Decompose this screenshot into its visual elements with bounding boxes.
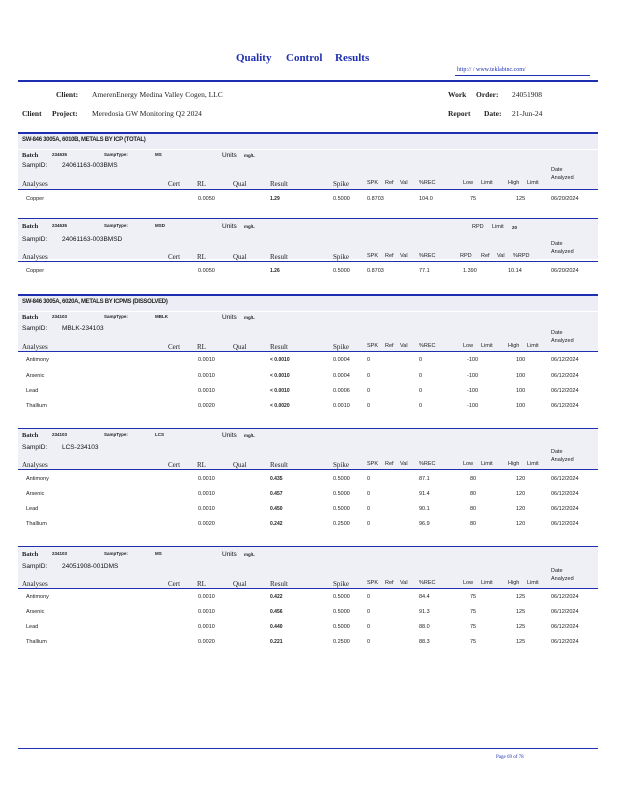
footer-rule	[18, 748, 598, 749]
row-rec: 88.0	[419, 624, 430, 630]
col-rl: RL	[197, 461, 206, 469]
row-date: 06/12/2024	[551, 388, 579, 394]
units-value: mg/L	[244, 224, 255, 229]
samptype-value: MSD	[155, 223, 165, 228]
page-number: Page 69 of 78	[496, 755, 524, 760]
row-rl: 0.0010	[198, 491, 215, 497]
col-high: High	[508, 580, 520, 586]
row-result: 1.26	[270, 268, 280, 274]
section-title: SW-846 3005A, 6010B, METALS BY ICP (TOTAL)	[22, 137, 146, 143]
batch-value: 234103	[52, 432, 68, 437]
row-date: 06/20/2024	[551, 196, 579, 202]
col-spike: Spike	[333, 580, 349, 588]
row-result: < 0.0010	[270, 373, 290, 379]
batch-value: 234103	[52, 551, 68, 556]
sampid-label: SampID:	[22, 563, 48, 570]
row-rl: 0.0010	[198, 594, 215, 600]
row-result: 0.422	[270, 594, 283, 600]
row-date: 06/12/2024	[551, 624, 579, 630]
col-qual: Qual	[233, 343, 247, 351]
row-rl: 0.0020	[198, 639, 215, 645]
col-qual: Qual	[233, 461, 247, 469]
row-high: 125	[516, 639, 526, 645]
row-date: 06/12/2024	[551, 357, 579, 363]
row-spike: 0.0004	[333, 373, 350, 379]
rpd-limit-value: 20	[512, 225, 518, 230]
col-date-label: Date	[551, 241, 563, 247]
batch-value: 234635	[52, 223, 68, 228]
row-rl: 0.0050	[198, 196, 215, 202]
column-header-rule	[18, 469, 598, 470]
sampid-label: SampID:	[22, 325, 48, 332]
col-ref: Ref	[385, 461, 394, 467]
col-spk: SPK	[367, 461, 379, 467]
row-analyte: Thallium	[26, 521, 47, 527]
row-rl: 0.0020	[198, 403, 215, 409]
col-ref: Ref	[385, 343, 394, 349]
sampid-label: SampID:	[22, 236, 48, 243]
samptype-value: MBLK	[155, 314, 168, 319]
sampid-value: 24061163-003BMS	[62, 162, 118, 169]
col-qual: Qual	[233, 253, 247, 261]
samptype-label: SampType:	[104, 314, 128, 319]
col-ref: Ref	[385, 580, 394, 586]
row-rl: 0.0010	[198, 506, 215, 512]
batch-label: Batch	[22, 432, 39, 439]
batch-label: Batch	[22, 152, 39, 159]
col-low-limit: Limit	[481, 461, 493, 467]
row-pct-rpd: 10.14	[508, 268, 522, 274]
col-val: Val	[400, 180, 408, 186]
row-high: 125	[516, 594, 526, 600]
row-low: 80	[470, 521, 477, 527]
row-spike: 0.5000	[333, 594, 350, 600]
col-val: Val	[400, 461, 408, 467]
units-label: Units	[222, 314, 237, 321]
row-result: 0.457	[270, 491, 283, 497]
row-analyte: Antimony	[26, 594, 49, 600]
row-date: 06/12/2024	[551, 594, 579, 600]
row-result: < 0.0010	[270, 357, 290, 363]
col-low: Low	[463, 580, 474, 586]
row-analyte: Lead	[26, 506, 39, 512]
col-low-limit: Limit	[481, 580, 493, 586]
row-rl: 0.0020	[198, 521, 215, 527]
report-title-word-2: Control	[286, 52, 323, 64]
units-label: Units	[222, 551, 237, 558]
sampid-value: LCS-234103	[62, 444, 99, 451]
row-spk-ref: 0	[367, 609, 371, 615]
row-low: -100	[467, 388, 479, 394]
sampid-label: SampID:	[22, 162, 48, 169]
row-high: 100	[516, 388, 526, 394]
client-value: AmerenEnergy Medina Valley Cogen, LLC	[92, 90, 223, 99]
report-date-label-1: Report	[448, 109, 471, 118]
col-rl: RL	[197, 343, 206, 351]
column-header-rule	[18, 189, 598, 190]
col-spk: SPK	[367, 580, 379, 586]
row-spike: 0.5000	[333, 268, 350, 274]
report-date-label-2: Date:	[484, 109, 502, 118]
row-analyte: Arsenic	[26, 609, 45, 615]
col-cert: Cert	[168, 180, 181, 188]
samptype-label: SampType:	[104, 551, 128, 556]
row-high: 120	[516, 506, 526, 512]
row-low: 80	[470, 476, 477, 482]
rpd-label: RPD	[472, 224, 484, 230]
rpd-limit-label: Limit	[492, 224, 504, 230]
units-value: mg/L	[244, 315, 255, 320]
row-analyte: Copper	[26, 268, 45, 274]
samptype-label: SampType:	[104, 432, 128, 437]
row-low: 75	[470, 624, 477, 630]
col-analyses: Analyses	[22, 253, 48, 261]
row-rl: 0.0010	[198, 373, 215, 379]
row-analyte: Antimony	[26, 476, 49, 482]
col-cert: Cert	[168, 580, 181, 588]
col-cert: Cert	[168, 253, 181, 261]
row-spk-ref: 0	[367, 491, 371, 497]
row-high: 100	[516, 403, 526, 409]
row-date: 06/12/2024	[551, 373, 579, 379]
row-date: 06/12/2024	[551, 506, 579, 512]
row-date: 06/20/2024	[551, 268, 579, 274]
col-date-label: Date	[551, 449, 563, 455]
units-value: mg/L	[244, 552, 255, 557]
row-rec: 77.1	[419, 268, 430, 274]
col-ref: Ref	[385, 180, 394, 186]
col-analyzed-label: Analyzed	[551, 576, 574, 582]
website-link-underline	[455, 75, 590, 76]
sampid-value: 24051908-001DMS	[62, 563, 119, 570]
row-result: 0.435	[270, 476, 283, 482]
col-rec: %REC	[419, 461, 436, 467]
client-label: Client:	[56, 90, 79, 99]
col-val: Val	[400, 343, 408, 349]
col-analyses: Analyses	[22, 343, 48, 351]
row-analyte: Arsenic	[26, 491, 45, 497]
row-spk-ref: 0	[367, 357, 371, 363]
col-analyses: Analyses	[22, 461, 48, 469]
col-cert: Cert	[168, 343, 181, 351]
col-analyzed-label: Analyzed	[551, 175, 574, 181]
client-project-label-2: Project:	[52, 109, 78, 118]
samptype-value: MS	[155, 551, 162, 556]
row-analyte: Arsenic	[26, 373, 45, 379]
row-date: 06/12/2024	[551, 491, 579, 497]
sampid-value: MBLK-234103	[62, 325, 104, 332]
report-date-value: 21-Jun-24	[512, 109, 543, 118]
row-rl: 0.0010	[198, 388, 215, 394]
col-rpd-val: Val	[497, 253, 505, 259]
col-analyses: Analyses	[22, 580, 48, 588]
col-low-limit: Limit	[481, 180, 493, 186]
col-result: Result	[270, 461, 288, 469]
row-result: 0.450	[270, 506, 283, 512]
col-spk: SPK	[367, 180, 379, 186]
col-rec: %REC	[419, 580, 436, 586]
row-rl: 0.0010	[198, 357, 215, 363]
col-analyses: Analyses	[22, 180, 48, 188]
batch-value: 234635	[52, 152, 68, 157]
row-rec: 90.1	[419, 506, 430, 512]
units-label: Units	[222, 152, 237, 159]
row-spike: 0.5000	[333, 491, 350, 497]
work-order-value: 24051908	[512, 90, 542, 99]
row-date: 06/12/2024	[551, 639, 579, 645]
row-low: -100	[467, 357, 479, 363]
row-rec: 96.9	[419, 521, 430, 527]
row-rl: 0.0050	[198, 268, 215, 274]
row-result: 0.221	[270, 639, 283, 645]
col-pct-rpd: %RPD	[513, 253, 530, 259]
row-rec: 0	[419, 373, 423, 379]
row-low: -100	[467, 373, 479, 379]
col-result: Result	[270, 580, 288, 588]
row-rec: 87.1	[419, 476, 430, 482]
col-result: Result	[270, 343, 288, 351]
row-spike: 0.5000	[333, 476, 350, 482]
work-order-label-1: Work	[448, 90, 467, 99]
row-rec: 88.3	[419, 639, 430, 645]
col-analyzed-label: Analyzed	[551, 457, 574, 463]
col-rpd-ref: Ref	[481, 253, 490, 259]
col-date-label: Date	[551, 330, 563, 336]
batch-label: Batch	[22, 314, 39, 321]
row-spike: 0.0006	[333, 388, 350, 394]
website-link[interactable]: http:// / www.teklabinc.com/	[457, 67, 526, 73]
column-header-rule	[18, 588, 598, 589]
col-val: Val	[400, 253, 408, 259]
row-low: -100	[467, 403, 479, 409]
row-result: < 0.0010	[270, 388, 290, 394]
row-spike: 0.2500	[333, 521, 350, 527]
col-high-limit: Limit	[527, 180, 539, 186]
col-low-limit: Limit	[481, 343, 493, 349]
col-high-limit: Limit	[527, 461, 539, 467]
row-spk-ref: 0	[367, 476, 371, 482]
row-spk-ref: 0	[367, 624, 371, 630]
batch-value: 234103	[52, 314, 68, 319]
col-low: Low	[463, 343, 474, 349]
col-date-label: Date	[551, 568, 563, 574]
row-low: 75	[470, 609, 477, 615]
row-low: 80	[470, 491, 477, 497]
row-high: 120	[516, 491, 526, 497]
row-result: 1.29	[270, 196, 280, 202]
col-spk: SPK	[367, 253, 379, 259]
col-rec: %REC	[419, 180, 436, 186]
report-title-word-3: Results	[335, 52, 370, 64]
col-val: Val	[400, 580, 408, 586]
row-analyte: Copper	[26, 196, 45, 202]
work-order-label-2: Order:	[476, 90, 499, 99]
row-spike: 0.5000	[333, 624, 350, 630]
row-high: 125	[516, 609, 526, 615]
row-high: 120	[516, 521, 526, 527]
col-spike: Spike	[333, 461, 349, 469]
batch-label: Batch	[22, 551, 39, 558]
col-low: Low	[463, 461, 474, 467]
row-high: 100	[516, 373, 526, 379]
row-result: 0.456	[270, 609, 283, 615]
column-header-rule	[18, 261, 598, 262]
row-analyte: Thallium	[26, 403, 47, 409]
row-rec: 0	[419, 403, 423, 409]
row-low: 75	[470, 639, 477, 645]
row-analyte: Thallium	[26, 639, 47, 645]
col-rl: RL	[197, 180, 206, 188]
row-high: 125	[516, 624, 526, 630]
col-date-label: Date	[551, 167, 563, 173]
col-spike: Spike	[333, 180, 349, 188]
units-value: mg/L	[244, 433, 255, 438]
row-date: 06/12/2024	[551, 521, 579, 527]
col-low: Low	[463, 180, 474, 186]
section-title: SW-846 3005A, 6020A, METALS BY ICPMS (DISSOLVED)	[22, 299, 168, 305]
col-result: Result	[270, 180, 288, 188]
row-date: 06/12/2024	[551, 609, 579, 615]
samptype-value: LCS	[155, 432, 164, 437]
col-high: High	[508, 180, 520, 186]
col-high-limit: Limit	[527, 580, 539, 586]
row-spike: 0.2500	[333, 639, 350, 645]
col-rpd: RPD	[460, 253, 472, 259]
units-value: mg/L	[244, 153, 255, 158]
samptype-value: MS	[155, 152, 162, 157]
col-analyzed-label: Analyzed	[551, 338, 574, 344]
row-spike: 0.5000	[333, 506, 350, 512]
row-result: 0.440	[270, 624, 283, 630]
row-spk-ref: 0.8703	[367, 268, 384, 274]
row-low: 80	[470, 506, 477, 512]
col-high-limit: Limit	[527, 343, 539, 349]
col-qual: Qual	[233, 180, 247, 188]
row-low: 75	[470, 594, 477, 600]
row-high: 100	[516, 357, 526, 363]
col-rl: RL	[197, 253, 206, 261]
row-date: 06/12/2024	[551, 403, 579, 409]
row-rl: 0.0010	[198, 624, 215, 630]
row-rec: 91.3	[419, 609, 430, 615]
row-high: 125	[516, 196, 526, 202]
row-rec: 0	[419, 388, 423, 394]
row-rec: 91.4	[419, 491, 430, 497]
units-label: Units	[222, 223, 237, 230]
col-rl: RL	[197, 580, 206, 588]
row-rec: 104.0	[419, 196, 433, 202]
row-spk-ref: 0	[367, 639, 371, 645]
row-spk-ref: 0	[367, 403, 371, 409]
row-date: 06/12/2024	[551, 476, 579, 482]
col-qual: Qual	[233, 580, 247, 588]
row-low: 75	[470, 196, 477, 202]
row-rl: 0.0010	[198, 609, 215, 615]
row-analyte: Lead	[26, 624, 39, 630]
row-result: < 0.0020	[270, 403, 290, 409]
row-rec: 84.4	[419, 594, 430, 600]
col-spike: Spike	[333, 253, 349, 261]
col-rec: %REC	[419, 343, 436, 349]
row-spk-ref: 0	[367, 521, 371, 527]
col-high: High	[508, 343, 520, 349]
row-high: 120	[516, 476, 526, 482]
col-result: Result	[270, 253, 288, 261]
row-analyte: Lead	[26, 388, 39, 394]
sampid-label: SampID:	[22, 444, 48, 451]
samptype-label: SampType:	[104, 223, 128, 228]
row-rpd-ref: 1.390	[463, 268, 477, 274]
column-header-rule	[18, 351, 598, 352]
row-spk-ref: 0	[367, 373, 371, 379]
col-spk: SPK	[367, 343, 379, 349]
col-ref: Ref	[385, 253, 394, 259]
row-spike: 0.5000	[333, 196, 350, 202]
row-analyte: Antimony	[26, 357, 49, 363]
col-high: High	[508, 461, 520, 467]
row-spike: 0.0010	[333, 403, 350, 409]
col-analyzed-label: Analyzed	[551, 249, 574, 255]
row-spk-ref: 0	[367, 388, 371, 394]
row-spike: 0.5000	[333, 609, 350, 615]
col-spike: Spike	[333, 343, 349, 351]
row-spike: 0.0004	[333, 357, 350, 363]
row-result: 0.242	[270, 521, 283, 527]
units-label: Units	[222, 432, 237, 439]
col-rec: %REC	[419, 253, 436, 259]
row-spk-ref: 0	[367, 506, 371, 512]
row-spk-ref: 0	[367, 594, 371, 600]
row-rl: 0.0010	[198, 476, 215, 482]
sampid-value: 24061163-003BMSD	[62, 236, 123, 243]
row-spk-ref: 0.8703	[367, 196, 384, 202]
samptype-label: SampType:	[104, 152, 128, 157]
report-title-word-1: Quality	[236, 52, 272, 64]
batch-label: Batch	[22, 223, 39, 230]
project-value: Meredosia GW Monitoring Q2 2024	[92, 109, 202, 118]
row-rec: 0	[419, 357, 423, 363]
header-top-rule	[18, 80, 598, 82]
client-project-label-1: Client	[22, 109, 42, 118]
col-cert: Cert	[168, 461, 181, 469]
